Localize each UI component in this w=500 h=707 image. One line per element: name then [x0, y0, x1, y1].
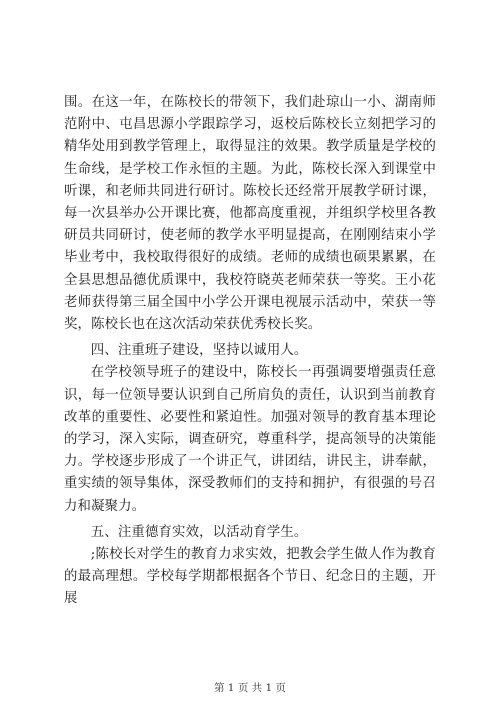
paragraph-body-2: 在学校领导班子的建设中，陈校长一再强调要增强责任意识，每一位领导要认识到自己所肩负的责任，认识到当前教育改革的重要性、必要性和紧迫性。加强对领导的教育基本理论的学习，深入实际，调查研究，尊重科学，提高领导的决策能力。学校逐步形成了一个讲正气，讲团结，讲民主，讲奉献，重实绩的领导集体，深受教师们的支持和拥护，有很强的号召力和凝聚力。 [64, 365, 436, 514]
page-footer: 第 1 页 共 1 页 [213, 682, 287, 694]
paragraph-body-3: ;陈校长对学生的教育力求实效，把教会学生做人作为教育的最高理想。学校每学期都根据各个节日、纪念日的主题，开展 [64, 547, 436, 607]
paragraph-body-1: 围。在这一年，在陈校长的带领下，我们赴琼山一小、湖南师范附中、屯昌思源小学跟踪学习，返校后陈校长立刻把学习的精华处用到教学管理上，取得显注的效果。教学质量是学校的生命线，是学校工作永恒的主题。为此，陈校长深入到课堂中听课，和老师共同进行研讨。陈校长还经常开展教学研讨课，每一次县举办公开课比赛，他都高度重视，并组织学校里各教研员共同研讨，使老师的教学水平明显提高，在刚刚结束小学毕业考中，我校取得很好的成绩。老师的成绩也硕果累累，在全县思想品德优质课中，我校符晓英老师荣获一等奖。王小花老师获得第三届全国中小学公开课电视展示活动中，荣获一等奖，陈校长也在这次活动荣获优秀校长奖。 [64, 95, 436, 333]
document-body [64, 92, 436, 611]
section-heading-5: 五、注重德育实效，以活动育学生。 [90, 524, 308, 540]
section-heading-4: 四、注重班子建设，坚持以诚用人。 [90, 343, 308, 359]
